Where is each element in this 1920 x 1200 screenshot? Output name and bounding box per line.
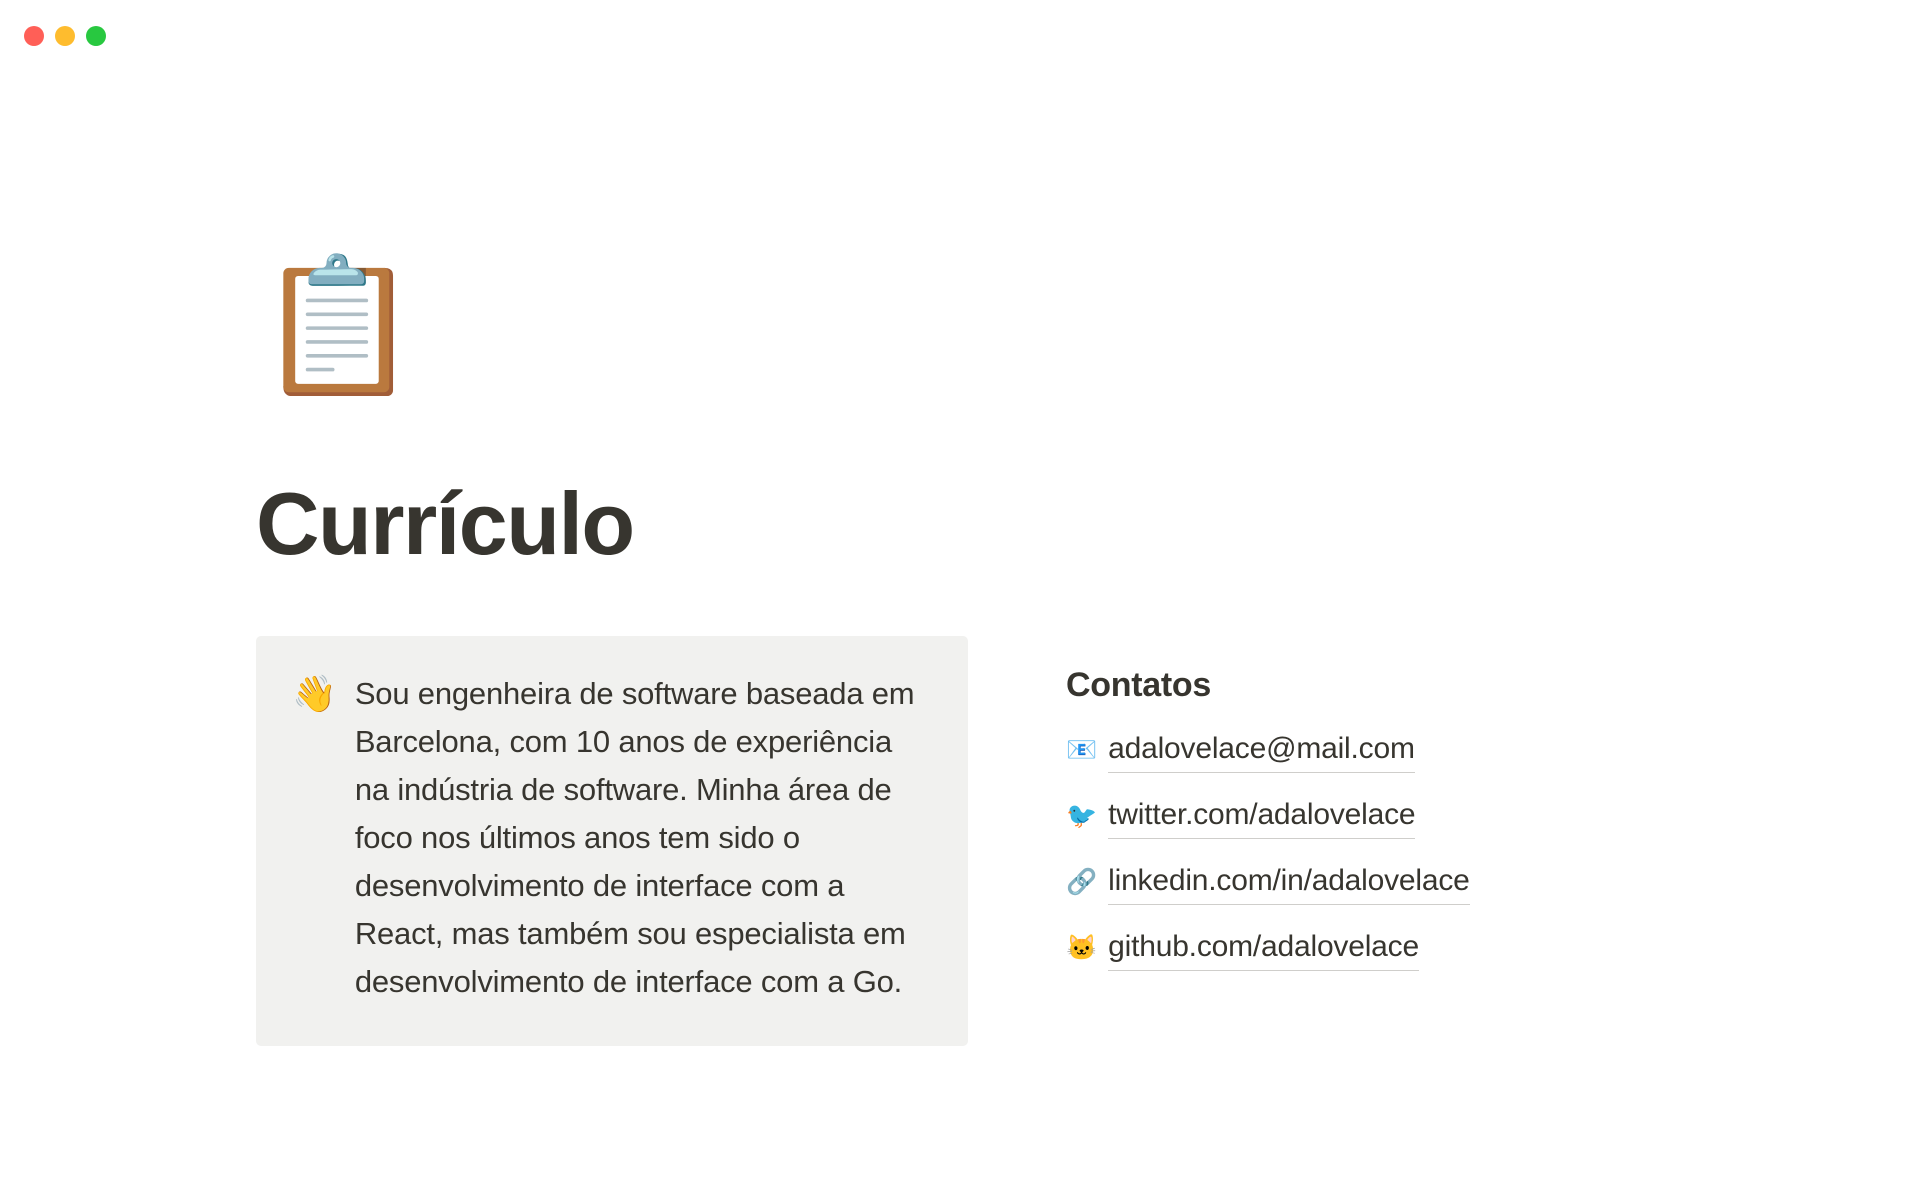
github-cat-icon: 🐱 bbox=[1066, 934, 1098, 963]
waving-hand-icon: 👋 bbox=[292, 673, 337, 715]
intro-callout[interactable] bbox=[256, 636, 968, 1046]
email-icon: 📧 bbox=[1066, 736, 1098, 765]
twitter-bird-icon: 🐦 bbox=[1066, 802, 1098, 831]
zoom-button[interactable] bbox=[86, 26, 106, 46]
two-column-layout bbox=[256, 636, 1756, 1046]
list-item bbox=[1066, 859, 1626, 905]
contact-link-email[interactable]: adalovelace@mail.com bbox=[1108, 727, 1415, 773]
list-item bbox=[1066, 727, 1626, 773]
contact-link-linkedin[interactable]: linkedin.com/in/adalovelace bbox=[1108, 859, 1470, 905]
title-bar bbox=[0, 0, 1920, 72]
contacts-list bbox=[1066, 727, 1626, 971]
contact-link-twitter[interactable]: twitter.com/adalovelace bbox=[1108, 793, 1415, 839]
link-icon: 🔗 bbox=[1066, 868, 1098, 897]
page-content bbox=[0, 72, 1920, 1200]
intro-text: Sou engenheira de software baseada em Barcelona, com 10 anos de experiência na indústria de software. Minha área de foco nos últimos anos tem sido o desenvolvimento de interface com a React, mas também sou especialista em desenvolvimento de interface com a Go. bbox=[354, 676, 915, 1000]
list-item bbox=[1066, 925, 1626, 971]
list-item bbox=[1066, 793, 1626, 839]
contacts-heading: Contatos bbox=[1066, 666, 1211, 705]
minimize-button[interactable] bbox=[55, 26, 75, 46]
contact-link-github[interactable]: github.com/adalovelace bbox=[1108, 925, 1419, 971]
column-left bbox=[256, 636, 968, 1046]
page-title[interactable]: Currículo bbox=[256, 474, 634, 573]
column-right bbox=[1066, 636, 1626, 991]
close-button[interactable] bbox=[24, 26, 44, 46]
clipboard-icon[interactable]: 📋 bbox=[256, 252, 421, 399]
traffic-light-group bbox=[24, 26, 106, 46]
page-body bbox=[256, 252, 1756, 1046]
